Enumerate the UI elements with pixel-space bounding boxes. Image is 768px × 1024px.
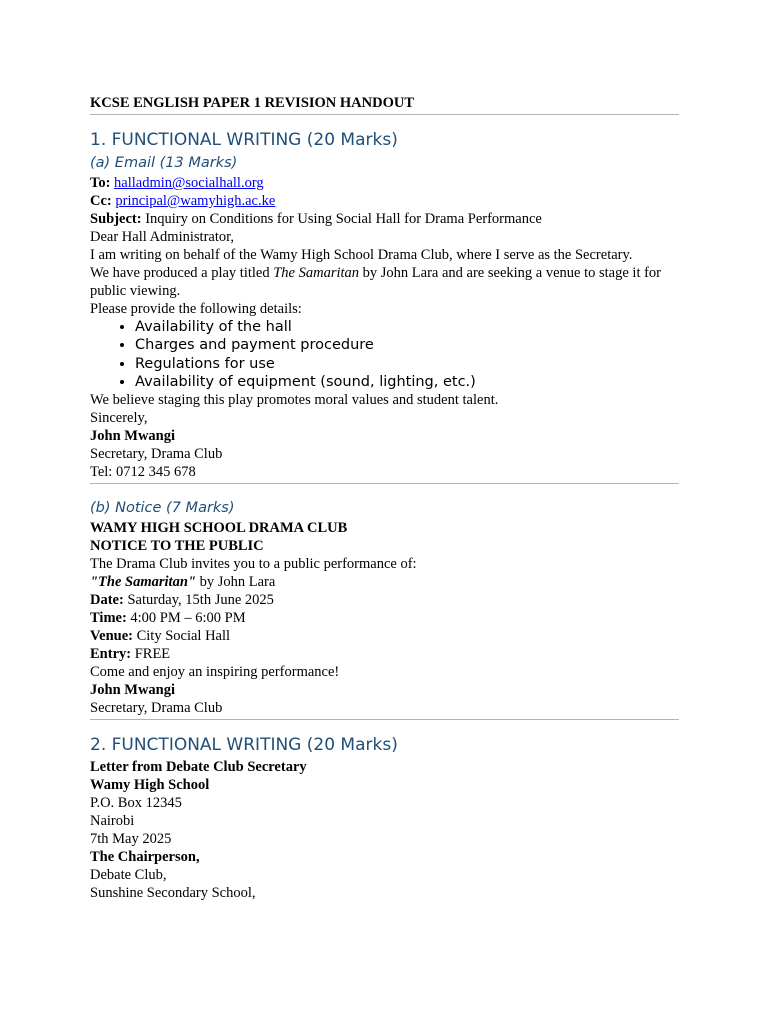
to-email-link[interactable]: halladmin@socialhall.org — [114, 175, 264, 191]
notice-signatory-name: John Mwangi — [90, 682, 176, 699]
email-paragraph-3: Please provide the following details: — [90, 301, 302, 317]
to-label: To: — [90, 175, 111, 191]
play-title-italic: The Samaritan — [273, 265, 360, 281]
notice-play-title: "The Samaritan" — [90, 574, 196, 591]
letter-box: P.O. Box 12345 — [90, 795, 182, 812]
email-sender-role: Secretary, Drama Club — [90, 446, 223, 463]
divider — [90, 114, 679, 115]
email-closing-line: We believe staging this play promotes moral values and student talent. — [90, 392, 499, 409]
details-list — [90, 318, 679, 391]
subject-label: Subject: — [90, 211, 142, 227]
email-to-line — [90, 174, 679, 192]
email-signoff: Sincerely, — [90, 410, 148, 427]
date-label: Date: — [90, 592, 124, 609]
email-subject-line — [90, 210, 679, 228]
time-value: 4:00 PM – 6:00 PM — [126, 610, 246, 627]
notice-play-author: by John Lara — [195, 574, 276, 591]
email-paragraph-1: I am writing on behalf of the Wamy High School Drama Club, where I serve as the Secretary. — [90, 247, 633, 263]
list-item: • Regulations for use — [135, 355, 679, 373]
time-label: Time: — [90, 610, 127, 627]
notice-intro: The Drama Club invites you to a public performance of: — [90, 556, 417, 573]
document-title: KCSE ENGLISH PAPER 1 REVISION HANDOUT — [90, 95, 415, 111]
para2-text-start: We have produced a play titled — [90, 265, 274, 281]
email-sender-name: John Mwangi — [90, 428, 176, 445]
document-page — [90, 94, 679, 902]
email-cc-line — [90, 192, 679, 210]
letter-recipient-club: Debate Club, — [90, 867, 167, 884]
venue-label: Venue: — [90, 628, 133, 645]
letter-recipient: The Chairperson, — [90, 849, 200, 866]
list-item: • Availability of the hall — [135, 318, 679, 336]
notice-org: WAMY HIGH SCHOOL DRAMA CLUB — [90, 520, 348, 537]
list-item: • Availability of equipment (sound, lighting, etc.) — [135, 373, 679, 391]
cc-email-link[interactable]: principal@wamyhigh.ac.ke — [115, 193, 276, 209]
letter-school: Wamy High School — [90, 777, 210, 794]
notice-entry-line — [90, 645, 679, 663]
venue-value: City Social Hall — [132, 628, 231, 645]
notice-signatory-role: Secretary, Drama Club — [90, 700, 223, 717]
email-salutation: Dear Hall Administrator, — [90, 229, 234, 245]
cc-label: Cc: — [90, 193, 112, 209]
para2-text-end: by John Lara and are seeking a venue to stage it for public viewing. — [90, 265, 662, 299]
letter-title: Letter from Debate Club Secretary — [90, 759, 307, 776]
letter-city: Nairobi — [90, 813, 135, 830]
notice-venue-line — [90, 627, 679, 645]
notice-time-line — [90, 609, 679, 627]
email-sender-tel: Tel: 0712 345 678 — [90, 464, 196, 481]
letter-recipient-school: Sunshine Secondary School, — [90, 885, 256, 902]
notice-title: NOTICE TO THE PUBLIC — [90, 538, 264, 555]
list-item: • Charges and payment procedure — [135, 336, 679, 354]
divider — [90, 719, 679, 720]
section-2-heading: 2. FUNCTIONAL WRITING (20 Marks) — [90, 735, 398, 756]
notice-date-line — [90, 591, 679, 609]
letter-date: 7th May 2025 — [90, 831, 172, 848]
notice-subheading: (b) Notice (7 Marks) — [90, 500, 235, 517]
date-value: Saturday, 15th June 2025 — [123, 592, 274, 609]
divider — [90, 483, 679, 484]
entry-value: FREE — [131, 646, 171, 663]
notice-play-line — [90, 573, 679, 591]
entry-label: Entry: — [90, 646, 132, 663]
section-1-heading: 1. FUNCTIONAL WRITING (20 Marks) — [90, 130, 398, 150]
subject-value: Inquiry on Conditions for Using Social Hall for Drama Performance — [145, 211, 542, 227]
email-paragraph-2 — [90, 264, 679, 300]
notice-closing: Come and enjoy an inspiring performance! — [90, 664, 340, 681]
email-subheading: (a) Email (13 Marks) — [90, 155, 238, 171]
